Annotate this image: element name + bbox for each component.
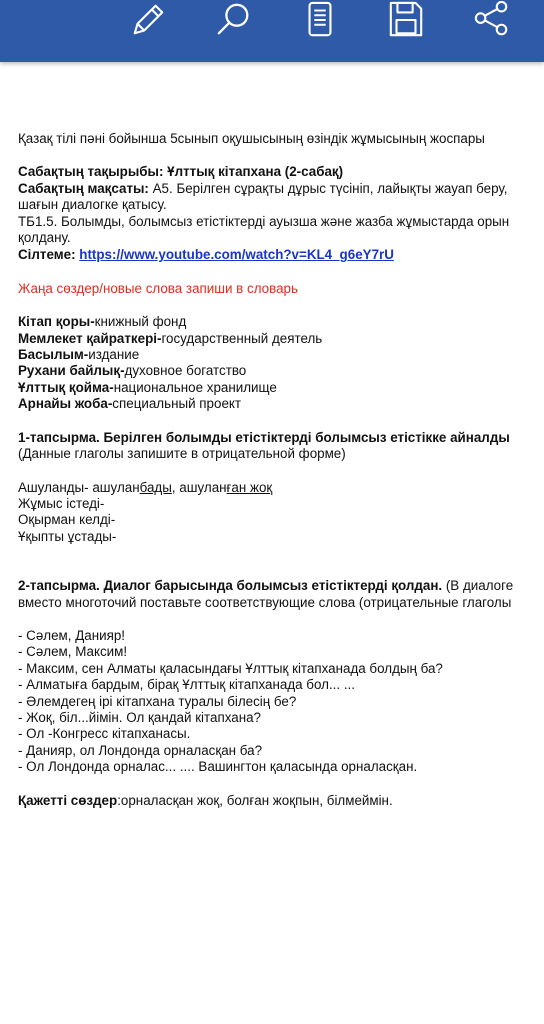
vocab-term: Басылым-: [18, 347, 89, 363]
goal-line-3: ТБ1.5. Болымды, болымсыз етістіктерді ауызша және жазба жұмыстарда орын: [18, 213, 510, 229]
example-underlined: ған жоқ: [226, 479, 273, 495]
task1-example-1: [18, 480, 544, 496]
vocab-def: книжный фонд: [94, 314, 187, 330]
dialog-line: - Данияр, ол Лондонда орналасқан ба?: [18, 742, 263, 758]
dialog-line: - Максим, сен Алматы қаласындағы Ұлттық кітапханада болдың ба?: [18, 660, 443, 676]
vocab-term: Рухани байлық-: [18, 363, 125, 379]
lesson-goal: [18, 181, 544, 197]
task1-subtitle: (Данные глаголы запишите в отрицательной форме): [18, 446, 346, 462]
required-words: [18, 793, 544, 809]
vocab-item: [18, 396, 544, 412]
task1-title: 1-тапсырма. Берілген болымды етістіктерді болымсыз етістікке айналды: [18, 429, 510, 445]
dialog-line: - Ол Лондонда орналас... .... Вашингтон қаласында орналасқан.: [18, 759, 418, 775]
task2-instructions-line-2: вместо многоточий поставьте соответствующие слова (отрицательные глаголы: [18, 594, 512, 610]
save-icon[interactable]: [386, 0, 426, 40]
vocab-term: Арнайы жоба-: [18, 396, 113, 412]
share-icon[interactable]: [472, 0, 512, 40]
document-icon[interactable]: [300, 0, 340, 40]
example-text: Ашуланды- ашулан: [18, 479, 140, 495]
vocab-item: [18, 363, 544, 379]
task2-title-line: [18, 578, 544, 594]
vocab-def: национальное хранилище: [113, 379, 277, 395]
pencil-icon[interactable]: [128, 0, 168, 40]
required-words-label: Қажетті сөздер: [18, 792, 118, 808]
task1-example-2: Жұмыс істеді-: [18, 495, 105, 511]
vocab-def: специальный проект: [112, 396, 242, 412]
topic-value: Ұлттық кітапхана (2-сабақ): [167, 164, 344, 180]
goal-line-1: А5. Берілген сұрақты дұрыс түсініп, лайықты жауап беру,: [148, 180, 508, 196]
dialog-line: - Сәлем, Максим!: [18, 644, 128, 660]
task1-example-4: Ұқыпты ұстады-: [18, 528, 117, 544]
search-icon[interactable]: [214, 0, 254, 40]
example-underlined: бады: [139, 479, 172, 495]
dialog-line: - Сәлем, Данияр!: [18, 627, 126, 643]
vocab-note: Жаңа сөздер/новые слова запиши в словарь: [18, 280, 298, 296]
dialog-line: - Ол -Конгресс кітапханасы.: [18, 726, 191, 742]
vocab-item: [18, 314, 544, 330]
goal-line-4: қолдану.: [18, 230, 71, 246]
document-header: Қазақ тілі пәні бойынша 5сынып оқушысының өзіндік жұмысының жоспары: [18, 131, 485, 146]
link-line: [18, 247, 544, 263]
vocab-def: духовное богатство: [124, 363, 247, 379]
vocab-item: [18, 380, 544, 396]
document-body: [18, 131, 544, 809]
goal-line-2: шағын диалогке қатысу.: [18, 197, 167, 213]
required-words-value: :орналасқан жоқ, болған жоқпын, білмеймін.: [117, 792, 393, 808]
app-toolbar: [0, 0, 544, 62]
topic-label: Сабақтың тақырыбы:: [18, 164, 164, 180]
example-text: , ашулан: [171, 479, 227, 495]
task2-title: 2-тапсырма. Диалог барысында болымсыз етістіктерді қолдан.: [18, 578, 443, 594]
vocab-term: Мемлекет қайраткері-: [18, 330, 162, 346]
task2-instructions: (В диалоге: [442, 578, 514, 594]
goal-label: Сабақтың мақсаты:: [18, 180, 149, 196]
task1-example-3: Оқырман келді-: [18, 512, 116, 528]
vocab-item: [18, 347, 544, 363]
vocab-term: Ұлттық қойма-: [18, 379, 114, 395]
dialog-line: - Әлемдегең ірі кітапхана туралы білесің бе?: [18, 693, 297, 709]
vocab-term: Кітап қоры-: [18, 314, 95, 330]
vocab-item: [18, 331, 544, 347]
lesson-topic: [18, 164, 544, 180]
dialog-line: - Алматыға бардым, бірақ Ұлттық кітапханада бол... ...: [18, 677, 355, 693]
link-label: Сілтеме:: [18, 247, 76, 263]
youtube-link[interactable]: https://www.youtube.com/watch?v=KL4_g6eY7rU: [79, 247, 394, 263]
dialog-line: - Жоқ, біл...йімін. Ол қандай кітапхана?: [18, 709, 261, 725]
vocab-def: издание: [88, 347, 140, 363]
vocab-def: государственный деятель: [161, 330, 323, 346]
